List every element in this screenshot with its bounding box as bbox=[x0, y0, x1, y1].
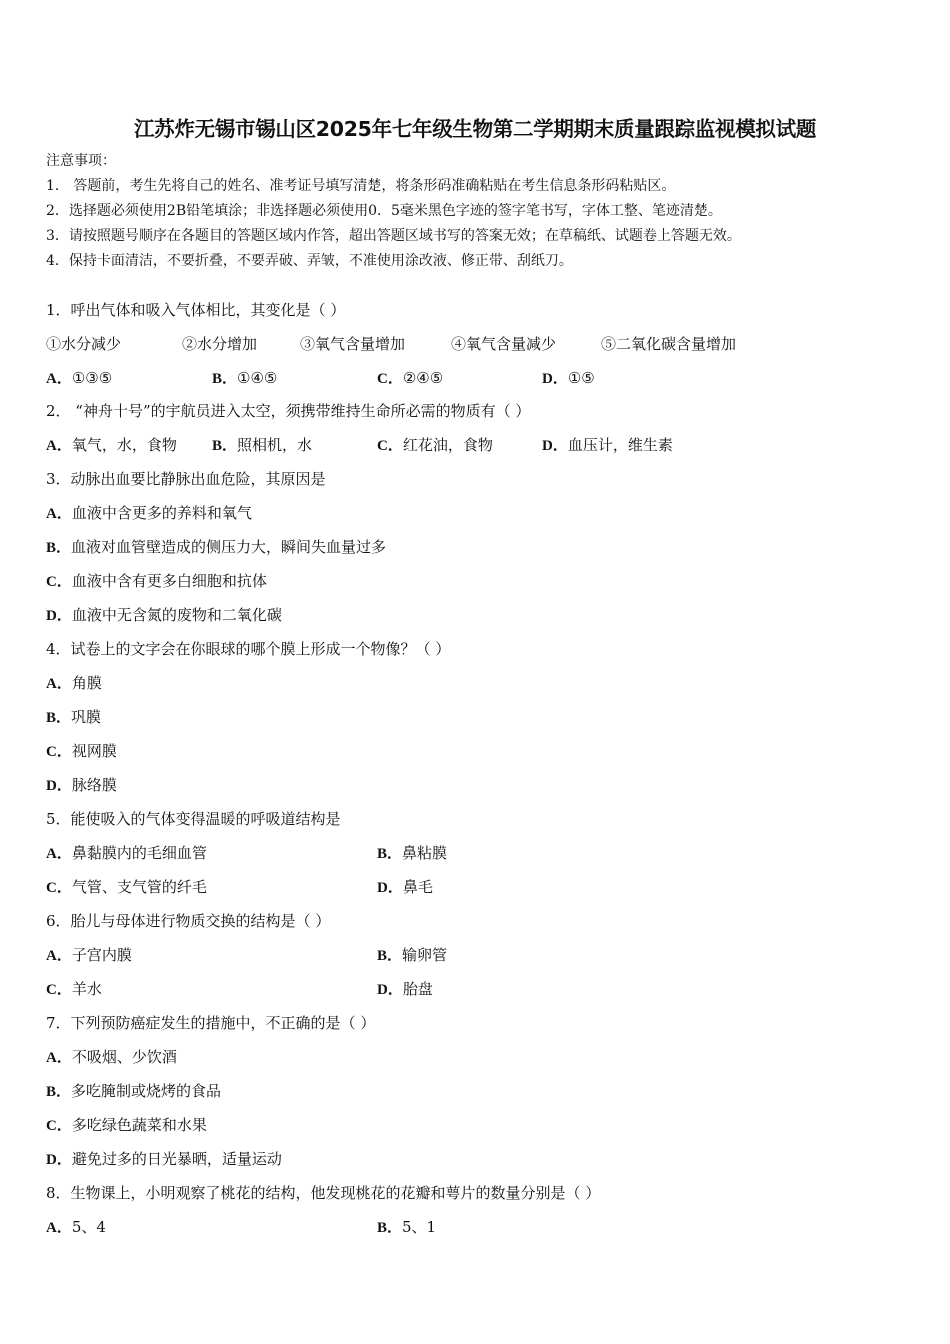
answer-option-d[interactable]: D．鼻毛 bbox=[377, 878, 433, 896]
answer-option-c[interactable]: C．视网膜 bbox=[46, 742, 117, 760]
question-stem: 2． “神舟十号”的宇航员进入太空，须携带维持生命所必需的物质有（ ） bbox=[46, 402, 531, 420]
answer-option-b[interactable]: B．多吃腌制或烧烤的食品 bbox=[46, 1082, 222, 1100]
answer-option-d[interactable]: D．血压计，维生素 bbox=[542, 436, 673, 454]
statement-item: ④氧气含量减少 bbox=[451, 335, 557, 353]
question-stem: 4．试卷上的文字会在你眼球的哪个膜上形成一个物像？（ ） bbox=[46, 640, 451, 658]
answer-option-a[interactable]: A．不吸烟、少饮酒 bbox=[46, 1048, 177, 1066]
answer-option-c[interactable]: C．气管、支气管的纤毛 bbox=[46, 878, 207, 896]
question-stem: 6．胎儿与母体进行物质交换的结构是（ ） bbox=[46, 912, 331, 930]
note-item: 2．选择题必须使用2B铅笔填涂；非选择题必须使用0．5毫米黑色字迹的签字笔书写，字体工整、笔迹清楚。 bbox=[46, 203, 722, 219]
answer-option-d[interactable]: D．脉络膜 bbox=[46, 776, 117, 794]
question-stem: 3．动脉出血要比静脉出血危险，其原因是 bbox=[46, 470, 326, 488]
answer-option-b[interactable]: B．巩膜 bbox=[46, 708, 102, 726]
answer-option-a[interactable]: A．血液中含更多的养料和氧气 bbox=[46, 504, 252, 522]
statement-item: ①水分减少 bbox=[46, 335, 122, 353]
question-stem: 7．下列预防癌症发生的措施中，不正确的是（ ） bbox=[46, 1014, 376, 1032]
note-item: 3．请按照题号顺序在各题目的答题区域内作答，超出答题区域书写的答案无效；在草稿纸、试题卷上答题无效。 bbox=[46, 228, 741, 244]
notes-heading: 注意事项： bbox=[46, 153, 116, 169]
answer-option-a[interactable]: A．角膜 bbox=[46, 674, 102, 692]
answer-option-a[interactable]: A．氧气，水，食物 bbox=[46, 436, 177, 454]
answer-option-a[interactable]: A．子宫内膜 bbox=[46, 946, 132, 964]
answer-option-b[interactable]: B．①④⑤ bbox=[212, 369, 278, 387]
answer-option-b[interactable]: B．鼻粘膜 bbox=[377, 844, 448, 862]
statement-item: ⑤二氧化碳含量增加 bbox=[601, 335, 737, 353]
answer-option-a[interactable]: A．5、4 bbox=[46, 1218, 106, 1236]
answer-option-d[interactable]: D．避免过多的日光暴晒，适量运动 bbox=[46, 1150, 282, 1168]
question-stem: 8．生物课上，小明观察了桃花的结构，他发现桃花的花瓣和萼片的数量分别是（ ） bbox=[46, 1184, 601, 1202]
answer-option-c[interactable]: C．②④⑤ bbox=[377, 369, 444, 387]
answer-option-b[interactable]: B．血液对血管壁造成的侧压力大，瞬间失血量过多 bbox=[46, 538, 387, 556]
statement-item: ③氧气含量增加 bbox=[300, 335, 406, 353]
answer-option-c[interactable]: C．红花油，食物 bbox=[377, 436, 493, 454]
answer-option-d[interactable]: D．血液中无含氮的废物和二氧化碳 bbox=[46, 606, 282, 624]
statement-item: ②水分增加 bbox=[182, 335, 258, 353]
question-stem: 1．呼出气体和吸入气体相比，其变化是（ ） bbox=[46, 301, 346, 319]
answer-option-a[interactable]: A．鼻黏膜内的毛细血管 bbox=[46, 844, 207, 862]
answer-option-b[interactable]: B．5、1 bbox=[377, 1218, 437, 1236]
answer-option-d[interactable]: D．①⑤ bbox=[542, 369, 595, 387]
note-item: 1． 答题前，考生先将自己的姓名、准考证号填写清楚，将条形码准确粘贴在考生信息条形码粘贴区。 bbox=[46, 178, 676, 194]
answer-option-b[interactable]: B．输卵管 bbox=[377, 946, 448, 964]
answer-option-a[interactable]: A．①③⑤ bbox=[46, 369, 113, 387]
note-item: 4．保持卡面清洁，不要折叠，不要弄破、弄皱，不准使用涂改液、修正带、刮纸刀。 bbox=[46, 253, 573, 269]
answer-option-b[interactable]: B．照相机，水 bbox=[212, 436, 313, 454]
exam-title: 江苏炸无锡市锡山区2025年七年级生物第二学期期末质量跟踪监视模拟试题 bbox=[133, 117, 817, 141]
question-stem: 5．能使吸入的气体变得温暖的呼吸道结构是 bbox=[46, 810, 341, 828]
answer-option-d[interactable]: D．胎盘 bbox=[377, 980, 433, 998]
answer-option-c[interactable]: C．多吃绿色蔬菜和水果 bbox=[46, 1116, 207, 1134]
answer-option-c[interactable]: C．血液中含有更多白细胞和抗体 bbox=[46, 572, 267, 590]
answer-option-c[interactable]: C．羊水 bbox=[46, 980, 102, 998]
